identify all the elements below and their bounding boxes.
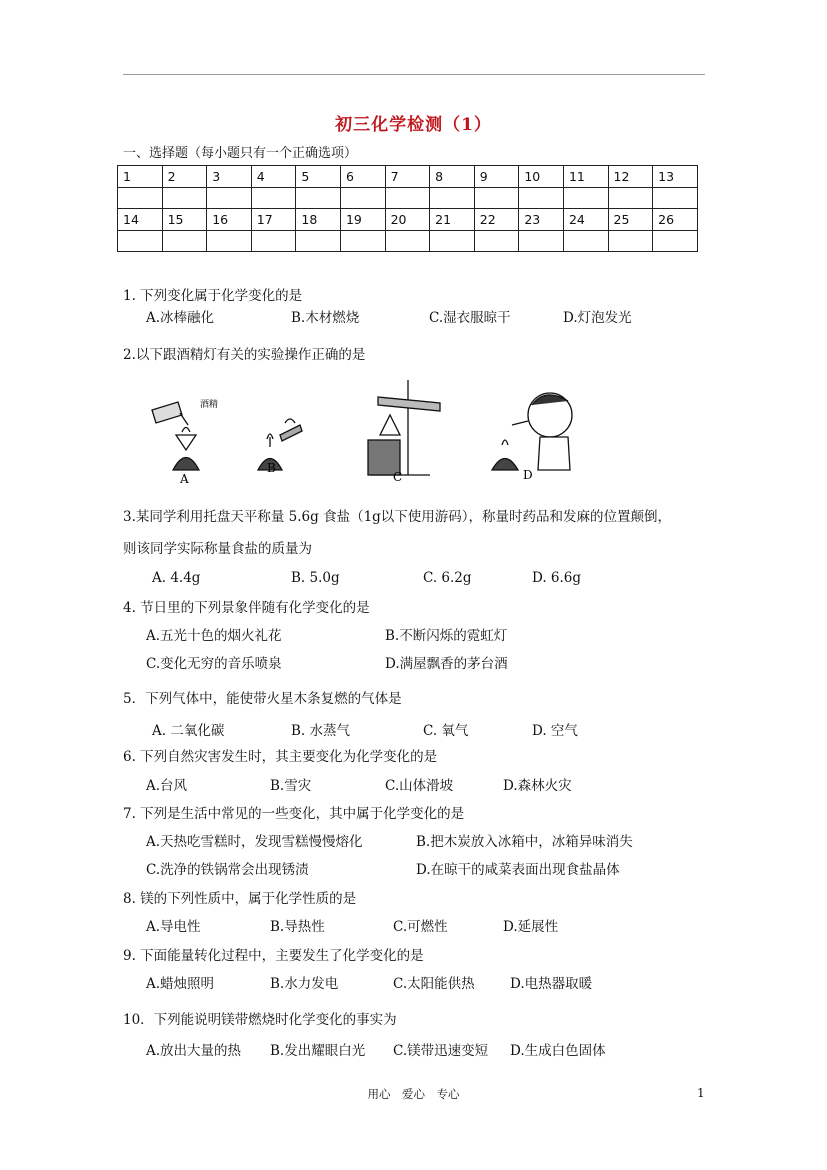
answer-cell[interactable] (474, 230, 519, 252)
question-7-option-d: D.在晾干的咸菜表面出现食盐晶体 (416, 862, 620, 878)
question-8-option-a: A.导电性 (146, 919, 201, 935)
grid-cell: 9 (474, 166, 519, 188)
answer-cell[interactable] (162, 187, 207, 209)
figure-alcohol-label: 酒精 (200, 400, 219, 410)
question-9-stem: 9. 下面能量转化过程中，主要发生了化学变化的是 (123, 948, 424, 964)
grid-cell: 24 (563, 209, 608, 231)
question-3-stem: 3.某同学利用托盘天平称量 5.6g 食盐（1g以下使用游码），称量时药品和发麻的位置颠倒， (123, 509, 672, 525)
grid-cell: 8 (430, 166, 475, 188)
grid-cell: 3 (207, 166, 252, 188)
answer-cell[interactable] (563, 230, 608, 252)
grid-cell: 25 (608, 209, 653, 231)
answer-cell[interactable] (207, 187, 252, 209)
question-7-option-c: C.洗净的铁锅常会出现锈渍 (146, 862, 309, 878)
question-7-option-b: B.把木炭放入冰箱中，冰箱异味消失 (416, 834, 633, 850)
grid-cell: 18 (296, 209, 341, 231)
grid-cell: 17 (251, 209, 296, 231)
grid-number-row (118, 166, 698, 188)
grid-cell: 19 (340, 209, 385, 231)
answer-grid (117, 165, 698, 252)
question-10-option-a: A.放出大量的热 (146, 1043, 242, 1059)
question-9-option-d: D.电热器取暖 (510, 976, 593, 992)
question-4-option-d: D.满屋飘香的茅台酒 (385, 656, 508, 672)
grid-cell: 1 (118, 166, 163, 188)
grid-cell: 26 (653, 209, 698, 231)
grid-cell: 7 (385, 166, 430, 188)
answer-cell[interactable] (251, 187, 296, 209)
question-10-stem: 10．下列能说明镁带燃烧时化学变化的事实为 (123, 1012, 397, 1028)
figure-label-d: D (523, 468, 533, 482)
question-6-option-a: A.台风 (146, 778, 188, 794)
answer-cell[interactable] (251, 230, 296, 252)
answer-cell[interactable] (608, 187, 653, 209)
question-3-stem-continued: 则该同学实际称量食盐的质量为 (123, 541, 312, 557)
figure-label-b: B (267, 461, 276, 475)
grid-cell: 22 (474, 209, 519, 231)
question-7-option-a: A.天热吃雪糕时，发现雪糕慢慢熔化 (146, 834, 363, 850)
answer-cell[interactable] (207, 230, 252, 252)
question-1-option-b: B.木材燃烧 (291, 310, 360, 326)
answer-cell[interactable] (430, 230, 475, 252)
question-10-option-c: C.镁带迅速变短 (393, 1043, 489, 1059)
question-5-option-c: C. 氧气 (423, 723, 469, 739)
question-5-option-d: D. 空气 (532, 723, 578, 739)
question-7-stem: 7. 下列是生活中常见的一些变化，其中属于化学变化的是 (123, 806, 465, 822)
answer-cell[interactable] (118, 187, 163, 209)
question-6-option-b: B.雪灾 (270, 778, 312, 794)
grid-cell: 16 (207, 209, 252, 231)
question-9-option-a: A.蜡烛照明 (146, 976, 215, 992)
page-number: 1 (697, 1086, 705, 1100)
grid-cell: 20 (385, 209, 430, 231)
question-4-option-b: B.不断闪烁的霓虹灯 (385, 628, 508, 644)
grid-number-row (118, 209, 698, 231)
answer-cell[interactable] (519, 187, 564, 209)
question-4-option-c: C.变化无穷的音乐喷泉 (146, 656, 282, 672)
question-9-option-b: B.水力发电 (270, 976, 339, 992)
question-1-option-c: C.湿衣服晾干 (429, 310, 511, 326)
question-1-option-a: A.冰棒融化 (146, 310, 215, 326)
page-title: 初三化学检测（1） (335, 115, 492, 135)
answer-cell[interactable] (519, 230, 564, 252)
answer-cell[interactable] (296, 230, 341, 252)
grid-cell: 12 (608, 166, 653, 188)
question-5-option-b: B. 水蒸气 (291, 723, 351, 739)
question-6-option-c: C.山体滑坡 (385, 778, 454, 794)
grid-answer-row (118, 230, 698, 252)
question-5-option-a: A. 二氧化碳 (152, 723, 225, 739)
question-9-option-c: C.太阳能供热 (393, 976, 475, 992)
question-4-stem: 4. 节日里的下列景象伴随有化学变化的是 (123, 600, 370, 616)
page-footer: 用心 爱心 专心 (367, 1087, 460, 1101)
question-2-stem: 2.以下跟酒精灯有关的实验操作正确的是 (123, 347, 366, 363)
answer-cell[interactable] (653, 187, 698, 209)
answer-cell[interactable] (162, 230, 207, 252)
question-8-option-d: D.延展性 (503, 919, 559, 935)
grid-cell: 11 (563, 166, 608, 188)
question-3-option-c: C. 6.2g (423, 570, 472, 586)
question-8-option-c: C.可燃性 (393, 919, 448, 935)
grid-cell: 2 (162, 166, 207, 188)
question-1-stem: 1. 下列变化属于化学变化的是 (123, 288, 303, 304)
section-heading: 一、选择题（每小题只有一个正确选项） (123, 146, 358, 161)
grid-cell: 14 (118, 209, 163, 231)
answer-cell[interactable] (653, 230, 698, 252)
answer-cell[interactable] (118, 230, 163, 252)
figure-a-illustration (152, 402, 199, 470)
answer-cell[interactable] (608, 230, 653, 252)
question-6-stem: 6. 下列自然灾害发生时，其主要变化为化学变化的是 (123, 749, 438, 765)
question-3-option-b: B. 5.0g (291, 570, 340, 586)
figure-label-a: A (180, 472, 189, 485)
answer-cell[interactable] (430, 187, 475, 209)
answer-cell[interactable] (385, 187, 430, 209)
grid-cell: 21 (430, 209, 475, 231)
question-6-option-d: D.森林火灾 (503, 778, 572, 794)
question-5-stem: 5．下列气体中，能使带火星木条复燃的气体是 (123, 691, 402, 707)
answer-cell[interactable] (385, 230, 430, 252)
figure-label-c: C (393, 470, 403, 484)
question-8-stem: 8. 镁的下列性质中，属于化学性质的是 (123, 891, 357, 907)
question-10-option-d: D.生成白色固体 (510, 1043, 606, 1059)
answer-cell[interactable] (474, 187, 519, 209)
grid-answer-row (118, 187, 698, 209)
figure-d-illustration (492, 393, 572, 470)
grid-cell: 13 (653, 166, 698, 188)
grid-cell: 6 (340, 166, 385, 188)
answer-cell[interactable] (563, 187, 608, 209)
question-10-option-b: B.发出耀眼白光 (270, 1043, 366, 1059)
answer-cell[interactable] (296, 187, 341, 209)
question-8-option-b: B.导热性 (270, 919, 325, 935)
question-1-option-d: D.灯泡发光 (563, 310, 632, 326)
grid-cell: 10 (519, 166, 564, 188)
question-4-option-a: A.五光十色的烟火礼花 (146, 628, 282, 644)
question-3-option-d: D. 6.6g (532, 570, 582, 586)
grid-cell: 5 (296, 166, 341, 188)
grid-cell: 15 (162, 209, 207, 231)
header-rule (123, 74, 705, 75)
answer-cell[interactable] (340, 187, 385, 209)
answer-cell[interactable] (340, 230, 385, 252)
alcohol-lamp-figure (140, 375, 590, 485)
figure-c-illustration (368, 380, 440, 475)
grid-cell: 4 (251, 166, 296, 188)
question-3-option-a: A. 4.4g (152, 570, 201, 586)
figure-b-illustration (258, 419, 302, 470)
grid-cell: 23 (519, 209, 564, 231)
